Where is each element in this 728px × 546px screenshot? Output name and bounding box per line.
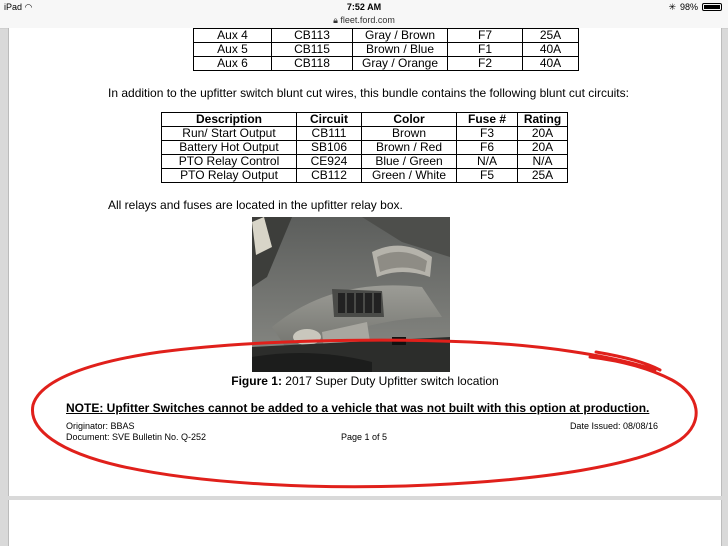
table-cell: Blue / Green [362, 155, 457, 169]
device-name: iPad [4, 2, 23, 12]
table-cell: Run/ Start Output [162, 127, 297, 141]
table-cell: CB112 [297, 169, 362, 183]
figure-caption [9, 374, 721, 388]
table-cell: Brown / Blue [353, 43, 448, 57]
table-cell: N/A [518, 155, 568, 169]
status-right [668, 0, 722, 14]
figure-photo [252, 217, 450, 372]
table-cell: CB111 [297, 127, 362, 141]
circuit-table [161, 112, 568, 183]
table-cell: 40A [523, 57, 579, 71]
pdf-page[interactable] [8, 28, 722, 496]
table-cell: CB115 [272, 43, 353, 57]
status-bar [0, 0, 728, 14]
table-cell: F1 [448, 43, 523, 57]
figure-label: Figure 1: [231, 374, 282, 388]
table-cell: PTO Relay Output [162, 169, 297, 183]
table-cell: CE924 [297, 155, 362, 169]
table-row [162, 141, 568, 155]
table-cell: F3 [457, 127, 518, 141]
table-cell: Brown [362, 127, 457, 141]
relay-note: All relays and fuses are located in the upfitter relay box. [108, 198, 403, 212]
table-cell: F7 [448, 29, 523, 43]
table-cell: F5 [457, 169, 518, 183]
column-header: Fuse # [457, 113, 518, 127]
table-row [162, 127, 568, 141]
wifi-icon: ◠ [24, 2, 33, 12]
table-cell: 25A [518, 169, 568, 183]
table-cell: Gray / Orange [353, 57, 448, 71]
table-cell: Aux 5 [194, 43, 272, 57]
table-cell: 20A [518, 127, 568, 141]
footer-date-issued: Date Issued: 08/08/16 [569, 421, 658, 431]
table-cell: Brown / Red [362, 141, 457, 155]
table-cell: PTO Relay Control [162, 155, 297, 169]
status-time: 7:52 AM [346, 2, 382, 12]
table-cell: 20A [518, 141, 568, 155]
table-cell: F2 [448, 57, 523, 71]
footer-document: Document: SVE Bulletin No. Q-252 [66, 432, 207, 442]
table-cell: Battery Hot Output [162, 141, 297, 155]
table-cell: Aux 6 [194, 57, 272, 71]
bluetooth-icon: ✳ [668, 2, 676, 12]
aux-table [193, 28, 579, 71]
footer-originator: Originator: BBAS [66, 421, 135, 431]
table-cell: Green / White [362, 169, 457, 183]
table-row [194, 29, 579, 43]
table-row [162, 169, 568, 183]
column-header: Color [362, 113, 457, 127]
intro-paragraph: In addition to the upfitter switch blunt cut wires, this bundle contains the following blunt cut circuits: [108, 86, 629, 100]
production-note: NOTE: Upfitter Switches cannot be added to a vehicle that was not built with this option at production. [66, 401, 650, 415]
column-header: Description [162, 113, 297, 127]
table-cell: SB106 [297, 141, 362, 155]
column-header: Rating [518, 113, 568, 127]
battery-icon [702, 3, 722, 11]
table-row [162, 155, 568, 169]
column-header: Circuit [297, 113, 362, 127]
table-cell: 40A [523, 43, 579, 57]
address-bar[interactable] [0, 14, 728, 29]
table-row [194, 57, 579, 71]
pdf-next-page[interactable] [8, 500, 722, 546]
table-header-row [162, 113, 568, 127]
table-cell: N/A [457, 155, 518, 169]
table-row [194, 43, 579, 57]
battery-percent: 98% [679, 2, 698, 12]
table-cell: CB113 [272, 29, 353, 43]
footer-page-number: Page 1 of 5 [341, 432, 388, 442]
figure-text: 2017 Super Duty Upfitter switch location [285, 374, 499, 388]
table-cell: CB118 [272, 57, 353, 71]
table-cell: 25A [523, 29, 579, 43]
table-cell: Aux 4 [194, 29, 272, 43]
url-text[interactable]: fleet.ford.com [340, 15, 395, 25]
lock-icon: 🔒︎ [333, 15, 338, 25]
table-cell: Gray / Brown [353, 29, 448, 43]
table-cell: F6 [457, 141, 518, 155]
